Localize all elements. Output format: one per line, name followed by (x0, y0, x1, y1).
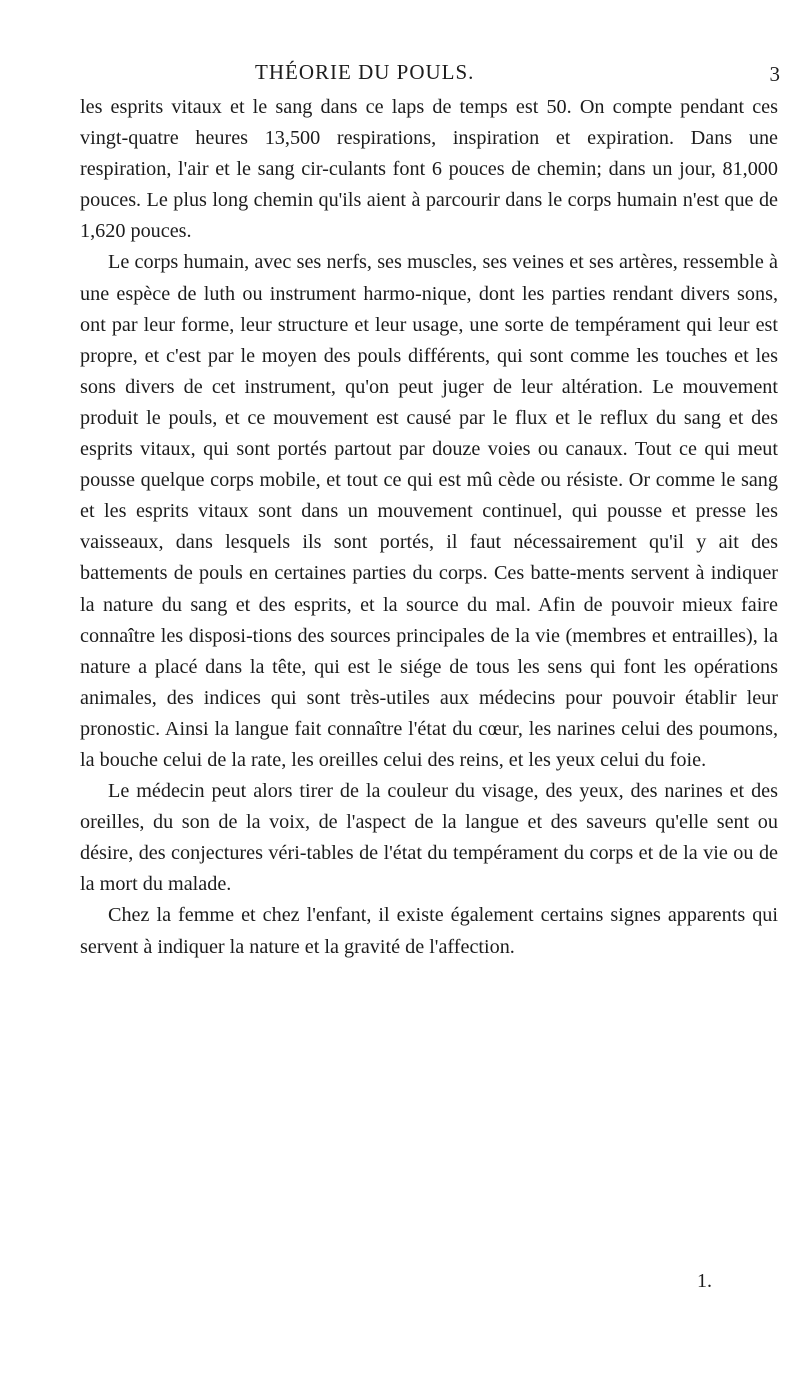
paragraph: Le médecin peut alors tirer de la couleur du visage, des yeux, des narines et des oreilles, du son de la voix, de l'aspect de la langue et des saveurs qu'elle sent ou désire, des conjectures véri-tables de l'état du tempérament du corps et de la vie ou de la mort du malade. (80, 780, 778, 896)
running-title: THÉORIE DU POULS. (255, 60, 475, 84)
signature-mark: 1. (697, 1270, 712, 1292)
body-text (80, 92, 778, 963)
page-number: 3 (769, 62, 780, 86)
running-head (80, 60, 780, 90)
paragraph: Chez la femme et chez l'enfant, il existe également certains signes apparents qui servent à indiquer la nature et la gravité de l'affection. (80, 904, 778, 958)
paragraph: Le corps humain, avec ses nerfs, ses muscles, ses veines et ses artères, ressemble à une espèce de luth ou instrument harmo-nique, dont les parties rendant divers sons, ont par leur forme, leur structure et leur usage, une sorte de tempérament qui leur est propre, et c'est par le moyen des pouls différents, qui sont comme les touches et les sons divers de cet instrument, qu'on peut juger de leur altération. Le mouvement produit le pouls, et ce mouvement est causé par le flux et le reflux du sang et des esprits vitaux, qui sont portés partout par douze voies ou canaux. Tout ce qui meut pousse quelque corps mobile, et tout ce qui est mû cède ou résiste. Or comme le sang et les esprits vitaux sont dans un mouvement continuel, qui pousse et presse les vaisseaux, dans lesquels ils sont portés, il faut nécessairement qu'il y ait des battements de pouls en certaines parties du corps. Ces batte-ments servent à indiquer la nature du sang et des esprits, et la source du mal. Afin de pouvoir mieux faire connaître les disposi-tions des sources principales de la vie (membres et entrailles), la nature a placé dans la tête, qui est le siége de tous les sens qui font les opérations animales, des indices qui sont très-utiles aux médecins pour pouvoir établir leur pronostic. Ainsi la langue fait connaître l'état du cœur, les narines celui des poumons, la bouche celui de la rate, les oreilles celui des reins, et les yeux celui du foie. (80, 251, 778, 771)
paragraph-continued: les esprits vitaux et le sang dans ce laps de temps est 50. On compte pendant ces vingt-quatre heures 13,500 respirations, inspiration et expiration. Dans une respiration, l'air et le sang cir-culants font 6 pouces de chemin; dans un jour, 81,000 pouces. Le plus long chemin qu'ils aient à parcourir dans le corps humain n'est que de 1,620 pouces. (80, 96, 778, 243)
